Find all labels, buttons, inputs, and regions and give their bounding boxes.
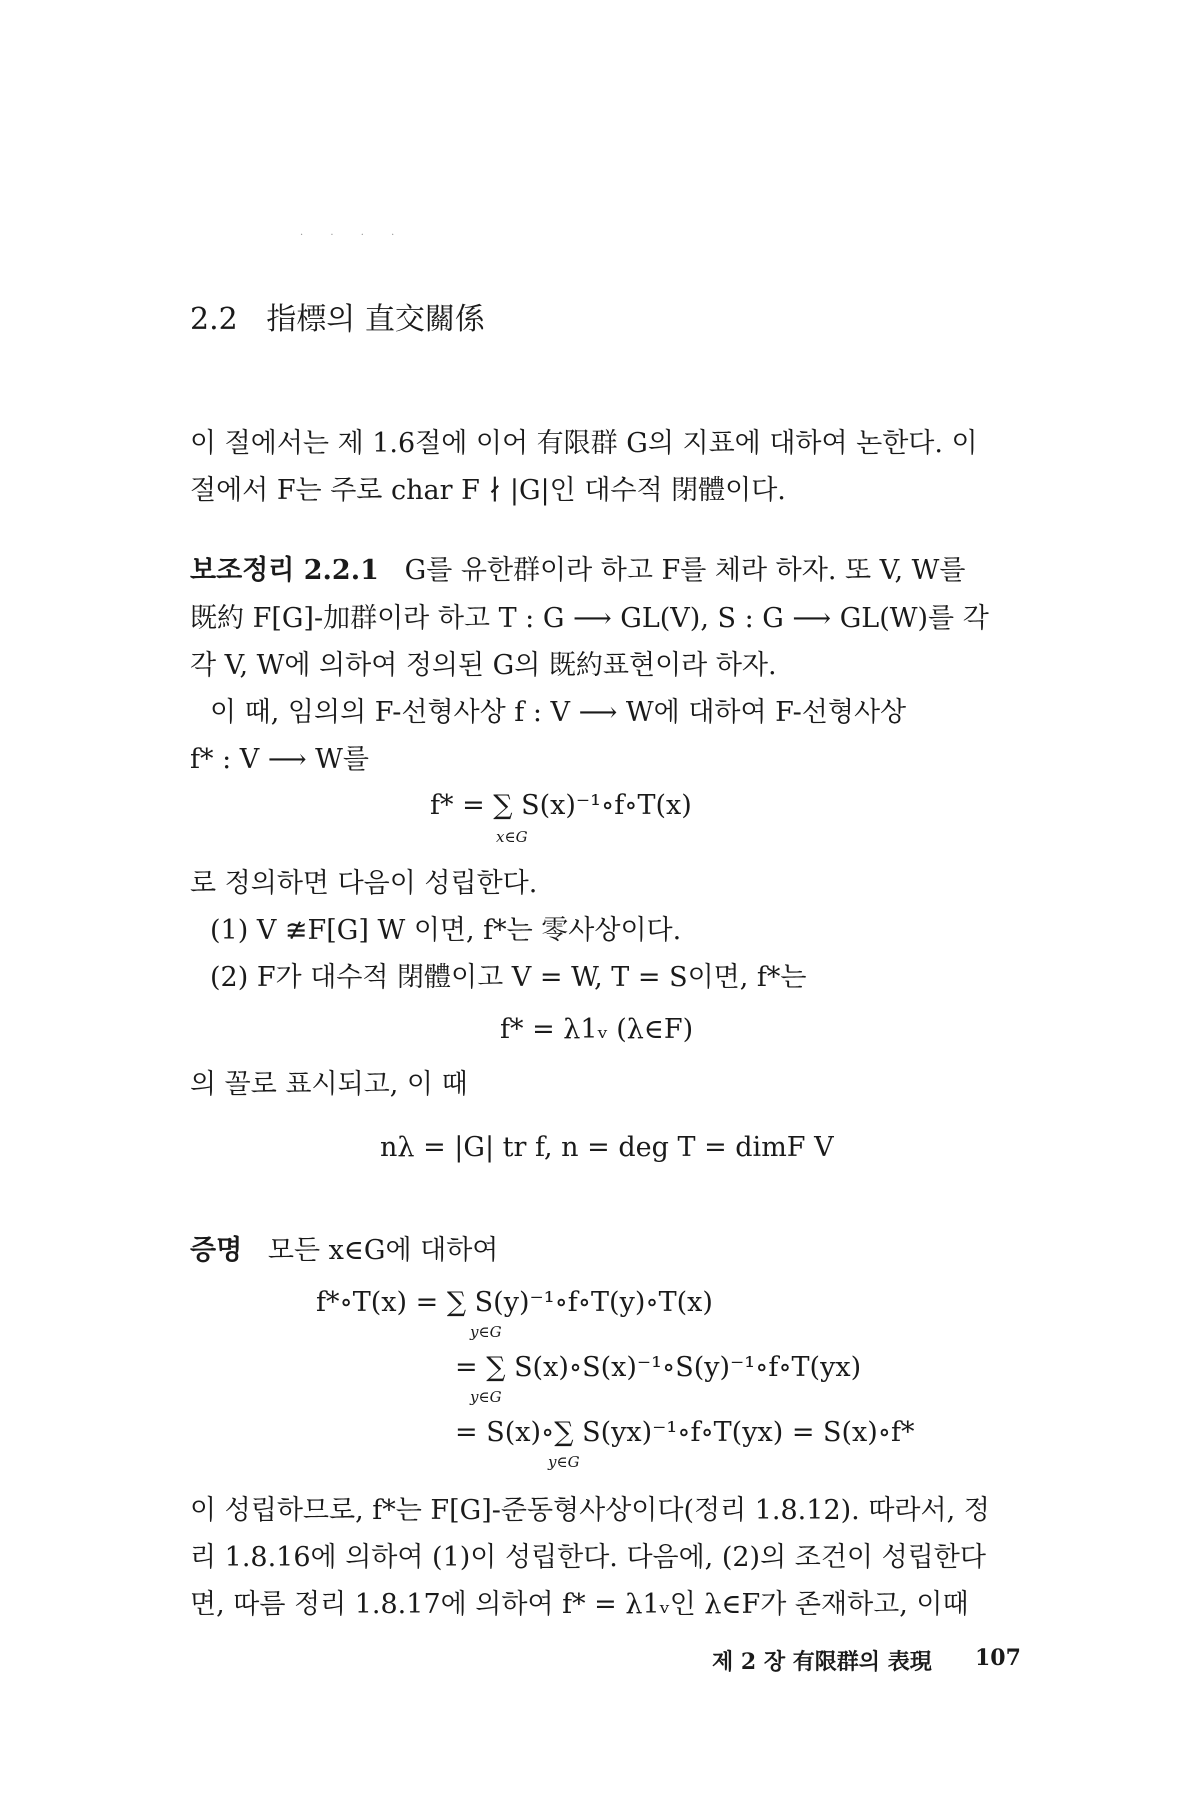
lemma-line-1 <box>190 552 1020 590</box>
equation-f-star-definition: f* = ∑ S(x)⁻¹∘f∘T(x) <box>430 790 692 821</box>
section-title: 指標의 直交關係 <box>266 302 485 337</box>
lemma-item-2: (2) F가 대수적 閉體이고 V = W, T = S이면, f*는 <box>210 962 807 993</box>
lemma-label: 보조정리 2.2.1 <box>190 555 379 586</box>
lemma-line-3: 각 V, W에 의하여 정의된 G의 既約표현이라 하자. <box>190 650 777 681</box>
proof-label: 증명 <box>190 1235 243 1266</box>
section-number: 2.2 <box>190 302 238 337</box>
lemma-item-1: (1) V ≇F[G] W 이면, f*는 零사상이다. <box>210 915 682 946</box>
running-footer-chapter: 제 2 장 有限群의 表現 <box>712 1649 932 1675</box>
lemma-line-2: 既約 F[G]-加群이라 하고 T : G ⟶ GL(V), S : G ⟶ GL(W)를 각 <box>190 603 989 634</box>
proof-sum-index-2: y∈G <box>470 1388 502 1406</box>
proof-equation-1: f*∘T(x) = ∑ S(y)⁻¹∘f∘T(y)∘T(x) <box>316 1287 713 1318</box>
intro-line-1: 이 절에서는 제 1.6절에 이어 有限群 G의 지표에 대하여 논한다. 이 <box>190 428 978 459</box>
intro-line-2: 절에서 F는 주로 char F ∤ |G|인 대수적 閉體이다. <box>190 475 786 506</box>
proof-line-3: 리 1.8.16에 의하여 (1)이 성립한다. 다음에, (2)의 조건이 성립한다 <box>190 1542 986 1573</box>
lemma-text-1: G를 유한群이라 하고 F를 체라 하자. 또 V, W를 <box>404 555 966 586</box>
proof-text-1: 모든 x∈G에 대하여 <box>267 1235 499 1266</box>
proof-equation-3: = S(x)∘∑ S(yx)⁻¹∘f∘T(yx) = S(x)∘f* <box>455 1417 915 1448</box>
scan-specks: · · · · <box>300 230 407 241</box>
lemma-line-5: f* : V ⟶ W를 <box>190 744 369 775</box>
proof-sum-index-3: y∈G <box>548 1453 580 1471</box>
sum-index: x∈G <box>496 828 528 846</box>
proof-equation-2: = ∑ S(x)∘S(x)⁻¹∘S(y)⁻¹∘f∘T(yx) <box>455 1352 862 1383</box>
equation-trace: nλ = |G| tr f, n = deg T = dimF V <box>380 1132 834 1163</box>
proof-line-4: 면, 따름 정리 1.8.17에 의하여 f* = λ1ᵥ인 λ∈F가 존재하고, 이때 <box>190 1589 969 1620</box>
page-number: 107 <box>975 1645 1021 1671</box>
lemma-line-6: 로 정의하면 다음이 성립한다. <box>190 868 538 899</box>
proof-line-2: 이 성립하므로, f*는 F[G]-준동형사상이다(정리 1.8.12). 따라서, 정 <box>190 1495 990 1526</box>
section-heading <box>190 300 1020 340</box>
proof-line-1 <box>190 1232 1020 1270</box>
lemma-line-7: 의 꼴로 표시되고, 이 때 <box>190 1069 468 1100</box>
equation-lambda-identity: f* = λ1ᵥ (λ∈F) <box>500 1014 694 1045</box>
proof-sum-index-1: y∈G <box>470 1323 502 1341</box>
lemma-line-4: 이 때, 임의의 F-선형사상 f : V ⟶ W에 대하여 F-선형사상 <box>210 697 907 728</box>
